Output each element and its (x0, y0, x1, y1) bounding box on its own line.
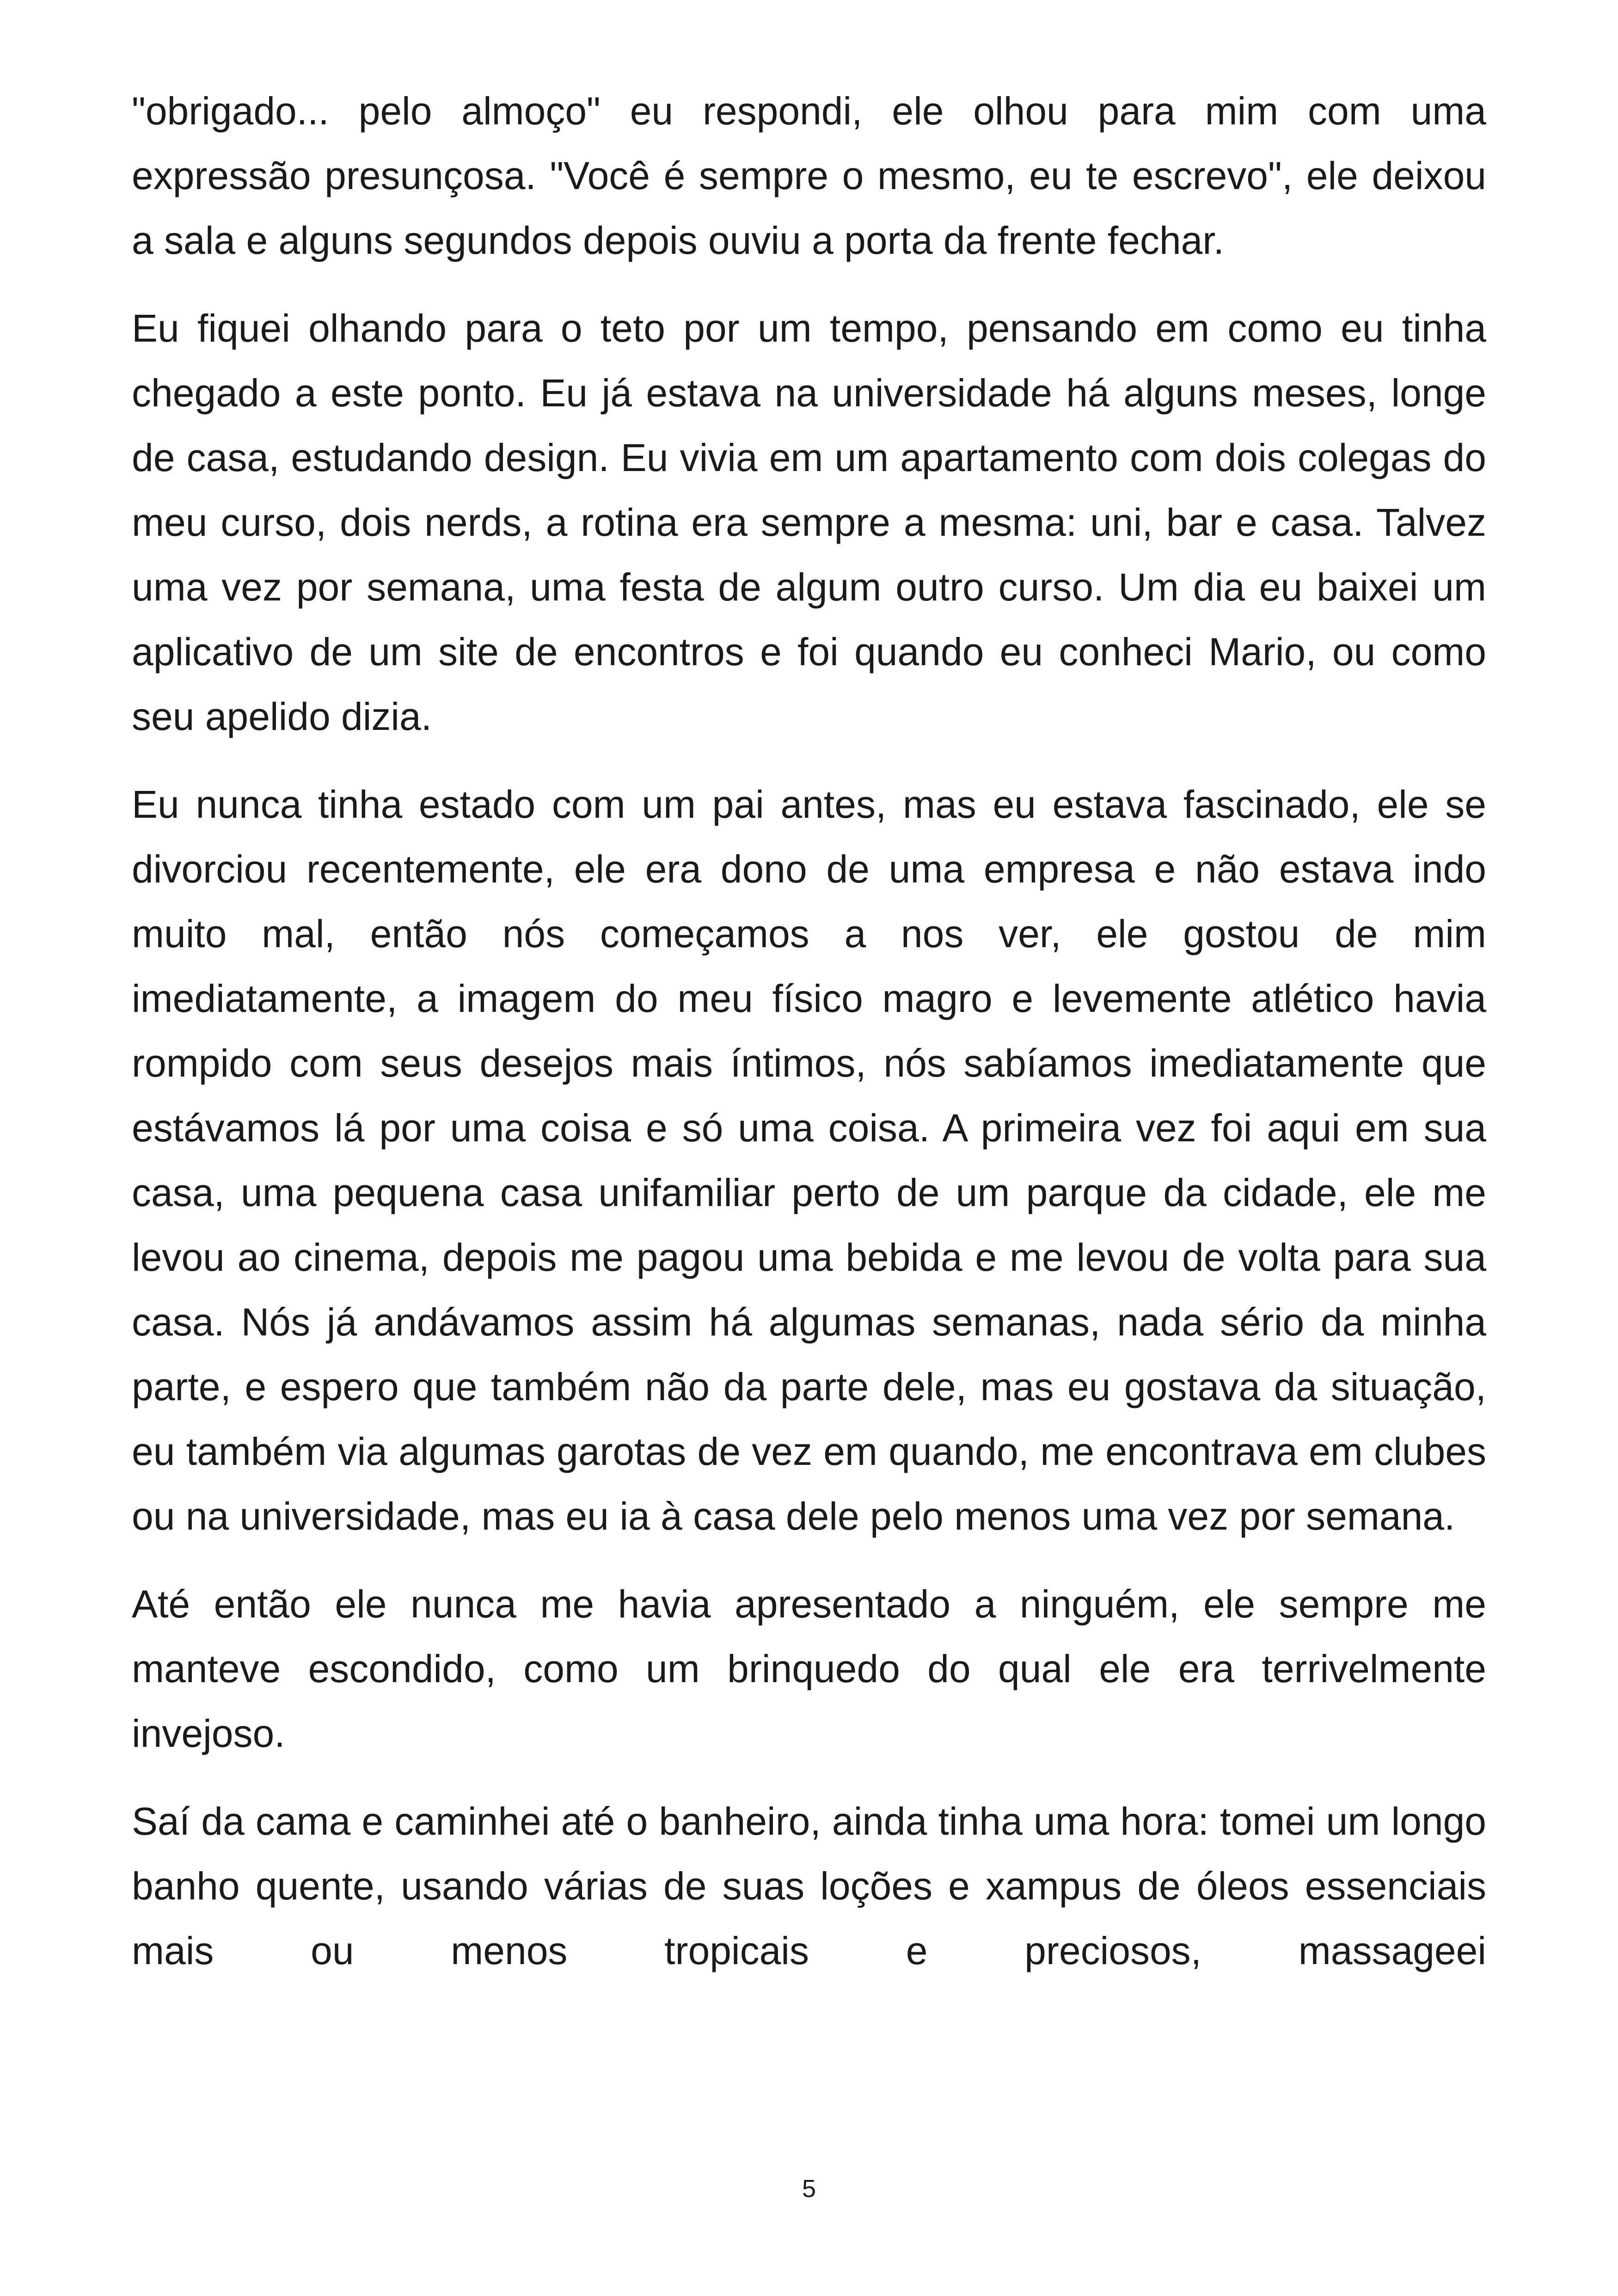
paragraph: "obrigado... pelo almoço" eu respondi, ele olhou para mim com uma expressão presunçosa. "Você é sempre o mesmo, eu te escrevo", ele deixou a sala e alguns segundos depois ouviu a porta da frente fechar. (132, 89, 1486, 262)
paragraph: Saí da cama e caminhei até o banheiro, ainda tinha uma hora: tomei um longo banho quente, usando várias de suas loções e xampus de óleos essenciais mais ou menos tropicais e preciosos, massageei (132, 1800, 1486, 1972)
paragraph: Eu nunca tinha estado com um pai antes, mas eu estava fascinado, ele se divorciou recentemente, ele era dono de uma empresa e não estava indo muito mal, então nós começamos a nos ver, ele gostou de mim imediatamente, a imagem do meu físico magro e levemente atlético havia rompido com seus desejos mais íntimos, nós sabíamos imediatamente que estávamos lá por uma coisa e só uma coisa. A primeira vez foi aqui em sua casa, uma pequena casa unifamiliar perto de um parque da cidade, ele me levou ao cinema, depois me pagou uma bebida e me levou de volta para sua casa. Nós já andávamos assim há algumas semanas, nada sério da minha parte, e espero que também não da parte dele, mas eu gostava da situação, eu também via algumas garotas de vez em quando, me encontrava em clubes ou na universidade, mas eu ia à casa dele pelo menos uma vez por semana. (132, 783, 1486, 1538)
paragraph: Até então ele nunca me havia apresentado a ninguém, ele sempre me manteve escondido, como um brinquedo do qual ele era terrivelmente invejoso. (132, 1582, 1486, 1755)
document-body (132, 79, 1486, 1983)
page-number: 5 (802, 2175, 816, 2203)
paragraph: Eu fiquei olhando para o teto por um tempo, pensando em como eu tinha chegado a este ponto. Eu já estava na universidade há alguns meses, longe de casa, estudando design. Eu vivia em um apartamento com dois colegas do meu curso, dois nerds, a rotina era sempre a mesma: uni, bar e casa. Talvez uma vez por semana, uma festa de algum outro curso. Um dia eu baixei um aplicativo de um site de encontros e foi quando eu conheci Mario, ou como seu apelido dizia. (132, 306, 1486, 738)
